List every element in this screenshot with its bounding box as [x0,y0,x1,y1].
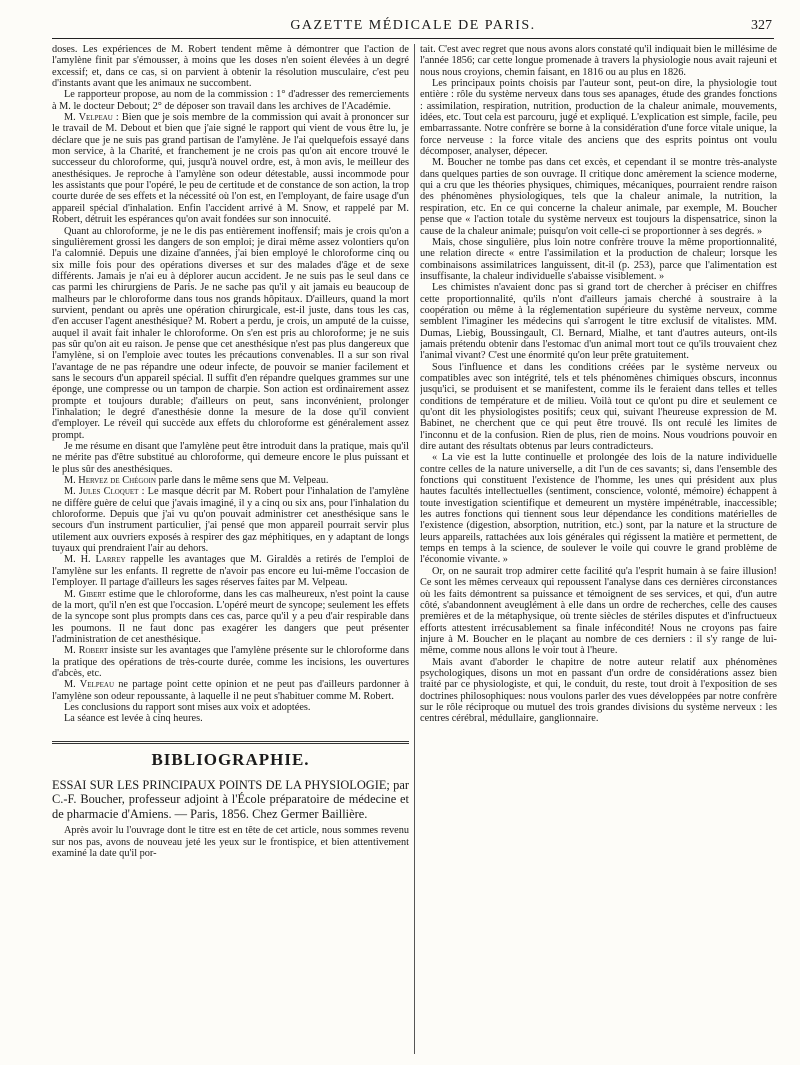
paragraph [52,475,409,486]
page-number: 327 [751,18,772,33]
paragraph: Je me résume en disant que l'amylène peut être introduit dans la pratique, mais qu'il ne mérite pas d'être substitué au chloroforme, qui demeure encore le plus puissant et le plus sûr des anesthésiques. [52,441,409,475]
paragraph: Les chimistes n'avaient donc pas si grand tort de chercher à préciser en chiffres cette proportionnalité, qu'ils n'ont d'ailleurs jamais cherché à soustraire à la coopération ou même à la réglementation supérieure du système nerveux, comme semblent l'imaginer les médecins qui s'arrogent le titre exclusif de vitalistes. MM. Dumas, Liebig, Boussingault, Cl. Bernard, Mialhe, et tant d'autres auteurs, ont-ils jamais prétendu obtenir dans l'estomac d'un animal mort tout ce qu'ils trouvaient chez l'animal vivant? C'est une énormité qu'on leur prête gratuitement. [420,282,777,362]
column-divider [414,44,415,1054]
paragraph: Les conclusions du rapport sont mises aux voix et adoptées. [64,701,311,713]
speech-text: estime que le chloroforme, dans les cas malheureux, n'est point la cause de la mort, qu'il n'en est que l'occasion. L'opéré meurt de syncope; seulement les effets de la syncope sont plus prompts dans ces cas, parce qu'il y a peu d'air respirable dans les poumons. Il ne faut donc pas exagérer les dangers que peut présenter l'administration de cet anesthésique. [52,588,409,645]
paragraph: La séance est levée à cinq heures. [64,713,203,725]
speaker-name: M. Velpeau [64,679,115,691]
paragraph: tait. C'est avec regret que nous avons alors constaté qu'il indiquait bien le millésime de l'année 1856; car cette longue promenade à travers la physiologie nous avait rajeuni et nous nous croyions, chemin faisant, en 1816 ou au plus en 1826. [420,44,777,78]
paragraph [52,486,409,554]
paragraph [52,645,409,679]
paragraph: Sous l'influence et dans les conditions créées par le système nerveux ou compatibles avec son intégrité, tels et tels phénomènes chimiques obscurs, inconnus jusqu'ici, se produisent et se manifestent, comme ils le feraient dans telles et telles conditions de température et de milieu. Voilà tout ce qu'ont pu dire et seulement ce qu'ont dit les physiologistes positifs; ceux qui, suivant l'heureuse expression de M. Babinet, ne cherchent que ce qui peut être trouvé. Ils ont reculé les limites de l'inconnu et de la confusion. Rien de plus, rien de moins. Nous voudrions pouvoir en dire autant des résultats obtenus par leurs contradicteurs. [420,361,777,453]
speech-text: rappelle les avantages que M. Giraldès a retirés de l'emploi de l'amylène sur les enfants. Il regrette de n'avoir pas encore eu lui-même l'occasion de l'employer. Il partage d'ailleurs les sages réserves faites par M. Velpeau. [52,554,409,589]
paragraph: Le rapporteur propose, au nom de la commission : 1° d'adresser des remerciements à M. le docteur Debout; 2° de déposer son travail dans les archives de l'Académie. [52,89,409,112]
speech-text: ne partage point cette opinion et ne peut pas d'ailleurs pardonner à l'amylène son odeur repoussante, à laquelle il ne peut s'habituer comme M. Robert. [52,679,409,702]
section-heading: BIBLIOGRAPHIE. [151,749,310,769]
paragraph [52,679,409,702]
speaker-name: M. Velpeau [64,112,113,124]
speaker-name: M. Hervez de Chégoin [64,475,156,487]
speaker-name: M. H. Larrey [64,554,126,566]
paragraph: Quant au chloroforme, je ne le dis pas entièrement inoffensif; mais je crois qu'on a singulièrement grossi les dangers de son emploi; je dirai même assez volontiers qu'on l'a calomnié. Depuis une dizaine d'années, j'ai bien employé le chloroforme cinq ou six mille fois pour des opérations diverses et sur des malades d'âge et de sexe différents. Jamais je n'ai eu à déplorer aucun accident. Je ne suis pas le seul dans ce cas parmi les chirurgiens de Paris. Je ne sache pas qu'il y ait jamais eu beaucoup de malheurs par le chloroforme dans tous nos grands hôpitaux. D'ailleurs, quand la mort survient, pendant ou après une opération chirurgicale, est-il juste, dans tous les cas, d'en accuser l'agent anesthésique? M. Robert a perdu, je crois, un amputé de la cuisse, auquel il avait fait inhaler le chloroforme. On s'en est pris au chloroforme; je ne suis pas sûr qu'on ait eu raison. Je pense que cet anesthésique n'est pas plus dangereux que l'amylène, si on l'emploie avec toutes les précautions convenables. Il a sur son rival l'avantage de ne pas répandre une odeur infecte, de pouvoir se manier facilement et sans le secours d'un appareil spécial. Il suffit d'en répandre quelques grammes sur une éponge, une compresse ou un tampon de charpie. Son action est ordinairement assez prompte et toujours durable; d'ailleurs on peut, sans inconvénient, prolonger l'inhalation; le degré d'anesthésie donne la mesure de la dose qu'il convient d'employer. Le réveil qui succède aux effets du chloroforme est généralement assez prompt. [52,225,409,441]
paragraph: « La vie est la lutte continuelle et prolongée des lois de la nature individuelle contre celles de la nature universelle, a dit l'un de ces savants; si, dans l'ensemble des fonctions qui constituent l'existence de l'homme, les unes qui président aux plus hautes facultés intellectuelles (sentiment, conscience, volonté, mémoire) échappent à toute investigation scientifique et demeurent un mystère impénétrable, inaccessible; les autres fonctions qui tiennent sous leur dépendance les conditions matérielles de l'existence (digestion, absorption, nutrition, etc.) sont, par la nature et la structure de leurs appareils, rattachées aux lois générales qui régissent la matière et permettent, de temps en temps à la science, de soulever le voile qui couvre le grand problème de l'économie vivante. » [420,452,777,566]
speaker-name: M. Jules Cloquet [64,486,139,498]
left-column [52,44,409,1054]
speaker-name: M. Gibert [64,588,106,600]
speech-text: parle dans le même sens que M. Velpeau. [155,475,329,487]
section-separator [52,731,409,744]
speech-text: : Le masque décrit par M. Robert pour l'inhalation de l'amylène ne diffère guère de celui que j'avais imaginé, il y a cinq ou six ans, pour l'inhalation du chloroforme. Depuis que j'ai vu qu'on pouvait administrer cet anesthésique sans le secours d'un instrument particulier, j'ai pensé que mon appareil pourrait servir plus utilement aux ouvriers exposés à respirer des gaz méphitiques, en y adaptant de longs tuyaux qui prendraient l'air au dehors. [52,486,409,555]
speech-text: : Bien que je sois membre de la commission qui avait à prononcer sur le travail de M. Debout et bien que j'aie signé le rapport qui vient de vous être lu, je déclare que je ne suis pas grand partisan de l'amylène. Je l'ai quelquefois essayé dans mon service, à la Charité, et franchement je ne crois pas qu'on ait encore trouvé le successeur du chloroforme, qui, jusqu'à nouvel ordre, est, à mon avis, le meilleur des anesthésiques. Je reproche à l'amylène son odeur détestable, aussi incommode pour les assistants que pour l'opéré, le peu de certitude et de constance de son action, la trop courte durée de ses effets et la nécessité où l'on est, en l'employant, de faire usage d'un appareil spécial d'inhalation. Enfin l'accident arrivé à M. Snow, et rappelé par M. Robert, détruit les espérances qu'on avait fondées sur son innocuité. [52,112,409,226]
speaker-name: M. Robert [64,645,108,657]
paragraph: M. Boucher ne tombe pas dans cet excès, et cependant il se montre très-analyste dans quelques parties de son ouvrage. Il critique donc amèrement la science moderne, qui a cru que les théories physiques, chimiques, mécaniques, pourraient rendre raison des phénomènes physiologiques, tels que la chaleur animale, la nutrition, la respiration, etc. En ce qui concerne la chaleur animale, par exemple, M. Boucher pense que « l'action totale du système nerveux est toujours la dispensatrice, sinon la cause de la chaleur animale; puisqu'on voit celle-ci se proportionner à ses degrés. » [420,157,777,237]
paragraph: doses. Les expériences de M. Robert tendent même à démontrer que l'action de l'amylène finit par s'émousser, à moins que les doses n'en soient élevées à un degré excessif; et, dans ce cas, si on parvient à obtenir la résolution musculaire, c'est peu d'instants avant que les animaux ne succombent. [52,44,409,90]
page-header [52,16,774,39]
paragraph: Or, on ne saurait trop admirer cette facilité qu'a l'esprit humain à se faire illusion! Ce sont les mêmes cerveaux qui repoussent l'analyse dans ces dernières circonstances où les faits démontrent sa puissance et témoignent de ses services, et qui, d'un autre côté, s'abandonnent aveuglément à elle dans un ordre de recherches, celle des causes premières et de la métaphysique, où trente siècles de stériles disputes et d'infructueux efforts attestent irrécusablement sa finale infécondité! Nous ne croyons pas faire injure à M. Boucher en le plaçant au nombre de ces derniers : il s'y range de lui-même, comme nous allons le voir tout à l'heure. [420,565,777,657]
paragraph: Les principaux points choisis par l'auteur sont, peut-on dire, la physiologie tout entière : rôle du système nerveux dans tous ses apanages, étude des grandes fonctions : assimilation, respiration, nutrition, production de la chaleur animale, mouvements, idées, etc. Tout cela est parcouru, jugé et expliqué. L'explication est simple, facile, peu embarrassante. Notre confrère se borne à la considération d'une force vitale unique, la force nerveuse : la force vitale des anciens que des esprits pointus ont voulu décomposer, analyser, dépecer. [420,78,777,158]
paragraph [52,589,409,646]
paragraph: Mais avant d'aborder le chapitre de notre auteur relatif aux phénomènes psychologiques, disons un mot en passant d'un ordre de considérations assez bien traité par ce physiologiste, et qui, le conduit, du reste, tout droit à l'exposition de ses doctrines philosophiques: nous voulons parler des vues développées par notre confrère sur le rôle réciproque ou mutuel des trois grandes divisions du système nerveux : les centres cérébral, médullaire, ganglionnaire. [420,656,777,725]
paragraph [52,112,409,225]
journal-title: GAZETTE MÉDICALE DE PARIS. [290,18,536,33]
paragraph: Mais, chose singulière, plus loin notre confrère trouve la même proportionnalité, une relation directe « entre l'assimilation et la production de chaleur; lorsque les combinaisons assimilatrices languissent, dit-il (p. 253), parce que l'alimentation est insuffisante, la chaleur individuelle s'abaisse visiblement. » [420,236,777,282]
paragraph [52,554,409,588]
speech-text: insiste sur les avantages que l'amylène présente sur le chloroforme dans la pratique des opérations de très-courte durée, comme les incisions, les ouvertures d'abcès, etc. [52,645,409,679]
book-citation: ESSAI SUR LES PRINCIPAUX POINTS DE LA PHYSIOLOGIE; par C.-F. Boucher, professeur adjoint à l'École préparatoire de médecine et de pharmacie d'Amiens. — Paris, 1856. Chez Germer Baillière. [52,777,409,821]
paragraph: Après avoir lu l'ouvrage dont le titre est en tête de cet article, nous sommes revenu sur nos pas, avons de nouveau jeté les yeux sur le frontispice, et bien attentivement examiné la date qu'il por- [52,825,409,860]
right-column [420,44,777,1054]
